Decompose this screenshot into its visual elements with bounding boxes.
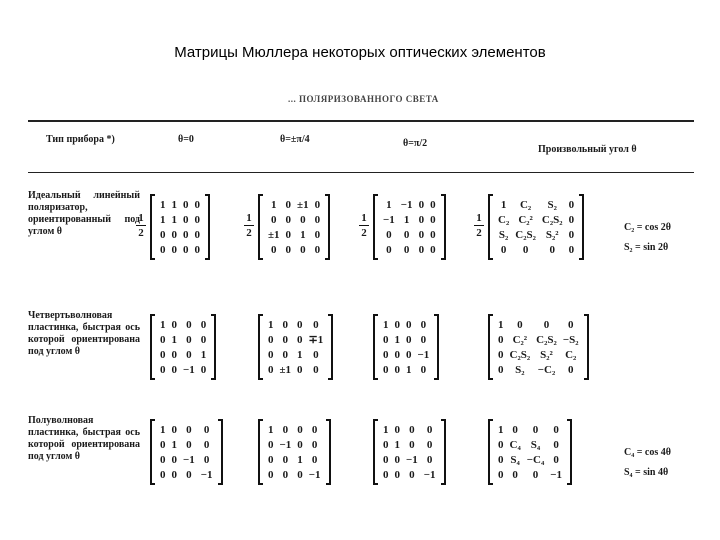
matrix-entry: 0 (171, 363, 177, 376)
matrix-entry: 0 (498, 453, 504, 466)
matrix-entry: 0 (171, 348, 177, 361)
matrix-entry: 0 (568, 213, 575, 226)
matrix-entry: 0 (160, 228, 166, 241)
matrix-entry: 0 (282, 333, 289, 346)
matrix-entry: 0 (300, 213, 306, 226)
matrix-entry: 0 (160, 363, 166, 376)
table-top-rule (28, 120, 694, 122)
matrix-entry: 0 (498, 363, 504, 376)
matrix-entry: 0 (297, 468, 303, 481)
mueller-matrix (150, 195, 210, 259)
matrix-entry: −1 (308, 468, 321, 481)
matrix-entry: 0 (268, 468, 274, 481)
matrix-entry: 0 (282, 453, 289, 466)
column-header-theta-0: θ=0 (178, 134, 194, 145)
notation-line: C₂ = cos 2θ (624, 222, 671, 233)
matrix-entry: 1 (386, 198, 392, 211)
matrix-entry: 0 (430, 243, 436, 256)
matrix-entry: 0 (383, 348, 389, 361)
matrix-entry: 0 (171, 228, 177, 241)
matrix-entry: 1 (297, 348, 303, 361)
matrix-entry: 1 (160, 318, 166, 331)
matrix-entry: S₄ (530, 438, 541, 451)
matrix-entry: 0 (314, 213, 321, 226)
matrix-entry: 0 (268, 333, 274, 346)
matrix-entry: 0 (314, 198, 321, 211)
matrix-entry: 0 (268, 438, 274, 451)
matrix-entry: 0 (532, 423, 539, 436)
matrix-entry: 0 (386, 228, 392, 241)
matrix-entry: 0 (171, 318, 177, 331)
matrix-entry: 0 (426, 438, 433, 451)
matrix-entry: −C₄ (526, 453, 545, 466)
scanned-table (18, 90, 698, 530)
factor-denominator: 2 (138, 227, 144, 239)
matrix-entry: 0 (409, 438, 415, 451)
matrix-entry: 1 (300, 228, 306, 241)
matrix-entry: 0 (313, 318, 319, 331)
matrix-entry: 1 (406, 363, 412, 376)
matrix-entry: 0 (297, 423, 303, 436)
matrix-entry: 1 (171, 438, 177, 451)
matrix-entry: 1 (200, 348, 207, 361)
matrix-entry: 0 (160, 348, 166, 361)
table-top-caption: ... ПОЛЯРИЗОВАННОГО СВЕТА (288, 94, 439, 104)
matrix-entry: 0 (383, 468, 389, 481)
angle-notation (624, 443, 671, 483)
matrix-entry: 0 (203, 438, 210, 451)
matrix-entry: 1 (383, 423, 389, 436)
matrix-entry: 0 (498, 348, 504, 361)
matrix-entry: 1 (394, 438, 400, 451)
mueller-matrix (258, 195, 330, 259)
matrix-entry: −1 (383, 213, 395, 226)
matrix-entry: ±1 (268, 228, 280, 241)
matrix-entry: 0 (383, 453, 389, 466)
matrix-entry: 0 (160, 333, 166, 346)
matrix-entry: 0 (567, 363, 574, 376)
mueller-matrix (488, 420, 572, 484)
matrix-entry: 1 (171, 213, 177, 226)
matrix-entry: 0 (203, 423, 210, 436)
matrix-entry: 0 (297, 438, 303, 451)
matrix-entry: 0 (297, 363, 303, 376)
matrix-entry: 0 (171, 423, 177, 436)
matrix-entry: 0 (512, 423, 518, 436)
matrix-entry: 1 (171, 198, 177, 211)
matrix-entry: 1 (498, 423, 504, 436)
factor-numerator: 1 (361, 212, 367, 224)
matrix-entry: 0 (568, 198, 575, 211)
matrix-entry: 0 (300, 243, 306, 256)
factor-denominator: 2 (361, 227, 367, 239)
matrix-entry: C₂ (519, 198, 532, 211)
mueller-matrix (373, 315, 439, 379)
half-factor (136, 212, 146, 239)
matrix-entry: 0 (383, 438, 389, 451)
matrix-entry: 0 (186, 318, 192, 331)
column-header-theta-pi2: θ=π/2 (403, 138, 428, 149)
half-factor (359, 212, 369, 239)
matrix-entry: 0 (418, 243, 425, 256)
matrix-entry: 0 (500, 243, 507, 256)
matrix-entry: 1 (383, 318, 389, 331)
matrix-entry: 0 (313, 348, 319, 361)
matrix-entry: 0 (568, 228, 575, 241)
factor-numerator: 1 (246, 212, 252, 224)
matrix-entry: 0 (186, 438, 192, 451)
matrix-entry: C₂S₂ (515, 228, 536, 241)
matrix-entry: 0 (512, 468, 518, 481)
matrix-entry: 0 (183, 198, 189, 211)
factor-denominator: 2 (476, 227, 482, 239)
matrix-entry: 0 (311, 423, 318, 436)
matrix-entry: −1 (400, 198, 413, 211)
matrix-entry: 0 (200, 333, 207, 346)
matrix-entry: C₄ (509, 438, 521, 451)
row-label: Полуволновая пластинка, быстрая ось которой ориентирована под углом θ (28, 415, 140, 462)
matrix-entry: 0 (183, 213, 189, 226)
matrix-entry: 0 (186, 423, 192, 436)
mueller-matrix (373, 195, 446, 259)
mueller-matrix (488, 315, 589, 379)
matrix-entry: 0 (186, 468, 192, 481)
matrix-entry: 0 (285, 213, 292, 226)
matrix-entry: 0 (311, 453, 318, 466)
matrix-entry: 0 (282, 318, 289, 331)
matrix-entry: 0 (420, 333, 427, 346)
matrix-entry: 0 (194, 198, 200, 211)
matrix-entry: 0 (160, 438, 166, 451)
matrix-entry: −1 (279, 438, 292, 451)
matrix-entry: C₂S₂ (541, 213, 563, 226)
matrix-entry: −1 (423, 468, 436, 481)
matrix-entry: 0 (394, 363, 400, 376)
mueller-matrix (150, 420, 223, 484)
matrix-entry: 0 (285, 228, 292, 241)
matrix-entry: 0 (498, 468, 504, 481)
matrix-entry: 1 (403, 213, 410, 226)
matrix-entry: 1 (498, 318, 504, 331)
matrix-entry: 0 (418, 213, 425, 226)
matrix-entry: ∓1 (308, 334, 324, 346)
notation-line: S₄ = sin 4θ (624, 467, 669, 478)
matrix-entry: 0 (522, 243, 529, 256)
matrix-entry: −S₂ (562, 333, 579, 346)
column-header-theta-pi4: θ=±π/4 (280, 134, 310, 145)
matrix-entry: 1 (268, 423, 274, 436)
matrix-entry: 0 (271, 243, 277, 256)
matrix-entry: 0 (420, 363, 427, 376)
factor-denominator: 2 (246, 227, 252, 239)
matrix-entry: C₂² (518, 213, 533, 226)
matrix-entry: 0 (394, 468, 400, 481)
matrix-entry: 0 (160, 453, 166, 466)
matrix-entry: 0 (314, 228, 321, 241)
matrix-entry: 0 (285, 243, 292, 256)
half-factor (244, 212, 254, 239)
matrix-entry: −1 (183, 363, 195, 376)
matrix-entry: 0 (406, 348, 412, 361)
matrix-entry: 1 (160, 423, 166, 436)
matrix-entry: −1 (550, 468, 563, 481)
matrix-entry: 0 (403, 243, 410, 256)
matrix-entry: 0 (418, 228, 425, 241)
matrix-entry: 0 (160, 468, 166, 481)
notation-line: C₄ = cos 4θ (624, 447, 671, 458)
matrix-entry: 0 (313, 363, 319, 376)
matrix-entry: 0 (394, 453, 400, 466)
row-label: Идеальный линейный поляризатор, ориентированный под углом θ (28, 190, 140, 237)
matrix-entry: 0 (383, 363, 389, 376)
matrix-entry: 0 (543, 318, 550, 331)
matrix-entry: 0 (403, 228, 410, 241)
matrix-entry: 0 (406, 318, 412, 331)
matrix-entry: 0 (194, 228, 200, 241)
matrix-entry: 0 (409, 423, 415, 436)
matrix-entry: 1 (268, 318, 274, 331)
notation-line: S₂ = sin 2θ (624, 242, 669, 253)
matrix-entry: 0 (517, 318, 523, 331)
matrix-entry: ±1 (279, 363, 292, 376)
matrix-entry: 0 (498, 333, 504, 346)
table-header-rule (28, 172, 694, 173)
matrix-entry: 0 (297, 333, 303, 346)
matrix-entry: 0 (420, 318, 427, 331)
mueller-matrix (258, 420, 331, 484)
matrix-entry: C₂S₂ (509, 348, 531, 361)
matrix-entry: 0 (194, 243, 200, 256)
factor-numerator: 1 (138, 212, 144, 224)
matrix-entry: 0 (553, 438, 559, 451)
matrix-entry: 0 (426, 453, 433, 466)
matrix-entry: −1 (406, 453, 418, 466)
matrix-entry: 0 (171, 468, 177, 481)
matrix-entry: 0 (200, 363, 207, 376)
matrix-entry: 0 (194, 213, 200, 226)
matrix-entry: 0 (160, 243, 166, 256)
matrix-entry: 0 (553, 453, 559, 466)
matrix-entry: 0 (186, 348, 192, 361)
matrix-entry: 0 (394, 348, 400, 361)
matrix-entry: 0 (268, 348, 274, 361)
matrix-entry: 0 (406, 333, 412, 346)
mueller-matrix (150, 315, 216, 379)
half-factor (474, 212, 484, 239)
matrix-entry: C₂ (565, 348, 577, 361)
matrix-entry: 0 (200, 318, 207, 331)
matrix-entry: 0 (532, 468, 539, 481)
matrix-entry: 0 (297, 318, 303, 331)
matrix-entry: −1 (417, 348, 430, 361)
matrix-entry: 0 (171, 243, 177, 256)
matrix-entry: 0 (426, 423, 433, 436)
matrix-entry: 0 (567, 318, 574, 331)
angle-notation (624, 218, 671, 258)
matrix-entry: S₄ (510, 453, 520, 466)
matrix-entry: ±1 (297, 198, 309, 211)
row-label: Четвертьволновая пластинка, быстрая ось которой ориентирована под углом θ (28, 310, 140, 357)
matrix-entry: 1 (271, 198, 277, 211)
matrix-entry: 0 (498, 438, 504, 451)
matrix-entry: 0 (553, 423, 559, 436)
matrix-entry: 0 (271, 213, 277, 226)
matrix-entry: 0 (549, 243, 555, 256)
matrix-entry: S₂ (547, 198, 557, 211)
slide-title: Матрицы Мюллера некоторых оптических элементов (174, 44, 546, 61)
matrix-entry: −1 (200, 468, 213, 481)
matrix-entry: 1 (394, 333, 400, 346)
matrix-entry: 0 (268, 453, 274, 466)
matrix-entry: S₂ (498, 228, 509, 241)
matrix-entry: 0 (282, 468, 289, 481)
matrix-entry: 0 (430, 228, 436, 241)
column-header-device-type: Тип прибора *) (46, 134, 115, 145)
matrix-entry: S₂ (515, 363, 525, 376)
matrix-entry: 0 (386, 243, 392, 256)
matrix-entry: 0 (418, 198, 425, 211)
matrix-entry: 1 (297, 453, 303, 466)
matrix-entry: −C₂ (537, 363, 556, 376)
matrix-entry: 0 (171, 453, 177, 466)
matrix-entry: 1 (160, 198, 166, 211)
matrix-entry: 0 (394, 423, 400, 436)
matrix-entry: S₂² (540, 348, 553, 361)
matrix-entry: 0 (430, 213, 436, 226)
matrix-entry: 0 (186, 333, 192, 346)
matrix-entry: 0 (183, 243, 189, 256)
matrix-entry: 0 (183, 228, 189, 241)
matrix-entry: C₂ (498, 213, 510, 226)
matrix-entry: 0 (383, 333, 389, 346)
matrix-entry: 0 (285, 198, 292, 211)
matrix-entry: 0 (430, 198, 436, 211)
matrix-entry: 0 (282, 423, 289, 436)
mueller-matrix (373, 420, 446, 484)
matrix-entry: 0 (409, 468, 415, 481)
matrix-entry: C₂² (512, 333, 528, 346)
matrix-entry: −1 (183, 453, 195, 466)
matrix-entry: 0 (282, 348, 289, 361)
matrix-entry: 0 (268, 363, 274, 376)
mueller-matrix (488, 195, 584, 259)
matrix-entry: 0 (568, 243, 575, 256)
matrix-entry: C₂S₂ (536, 333, 557, 346)
column-header-arbitrary-angle: Произвольный угол θ (538, 144, 637, 155)
matrix-entry: 1 (160, 213, 166, 226)
mueller-matrix (258, 315, 333, 379)
matrix-entry: 0 (314, 243, 321, 256)
factor-numerator: 1 (476, 212, 482, 224)
matrix-entry: 1 (171, 333, 177, 346)
matrix-entry: 0 (394, 318, 400, 331)
matrix-entry: 0 (311, 438, 318, 451)
matrix-entry: 1 (500, 198, 507, 211)
matrix-entry: S₂² (545, 228, 559, 241)
matrix-entry: 0 (203, 453, 210, 466)
